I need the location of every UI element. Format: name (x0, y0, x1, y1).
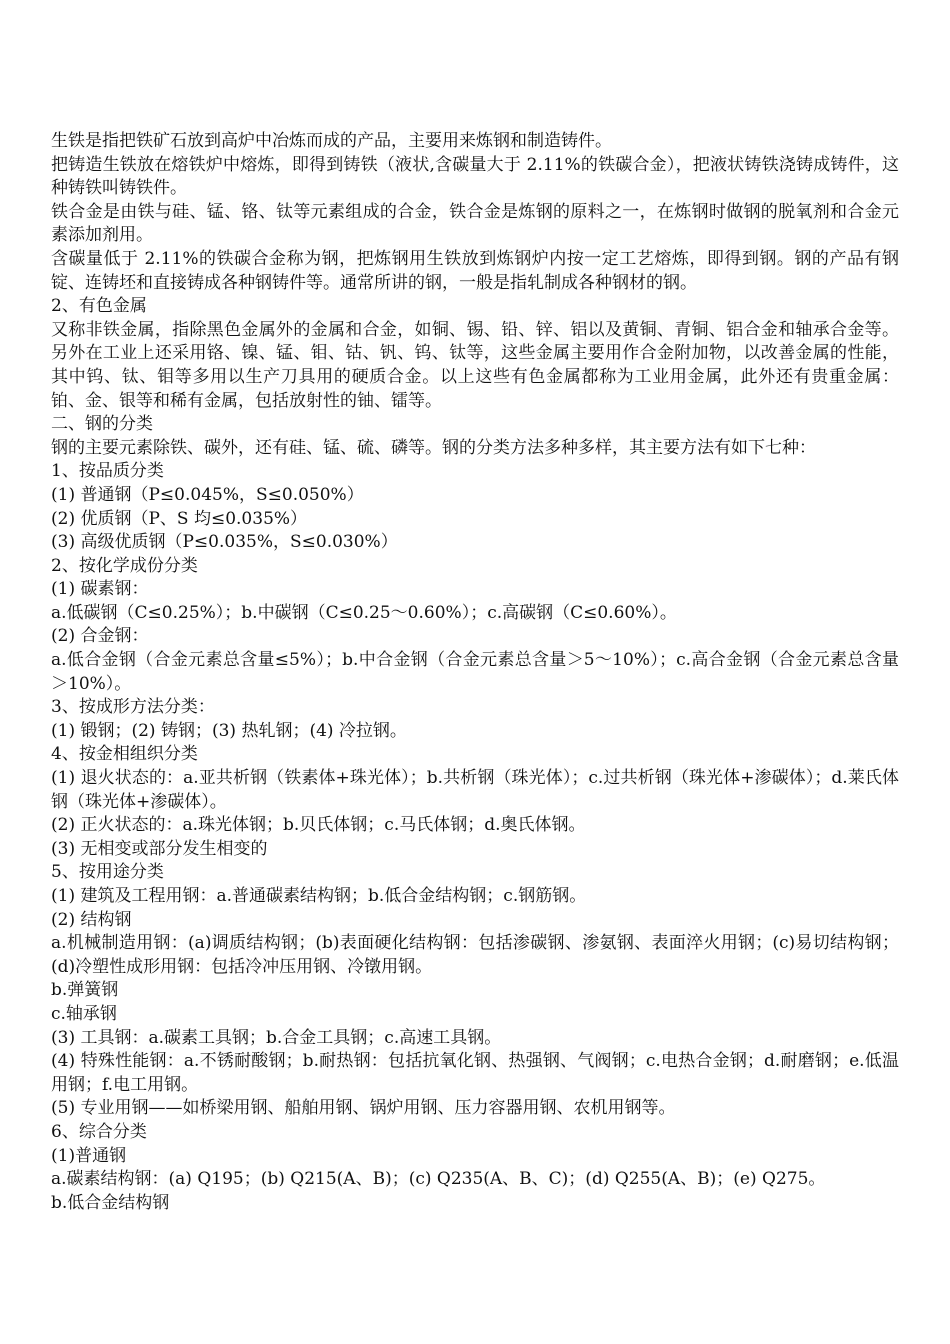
document-body (51, 130, 899, 1215)
list-item-high-quality-steel: (3) 高级优质钢（P≤0.035%，S≤0.030%） (51, 532, 398, 553)
list-item-alloy-steel-types: a.低合金钢（合金元素总含量≤5%）；b.中合金钢（合金元素总含量＞5～10%）；c.高合金钢（合金元素总含量＞10%）。 (51, 650, 899, 694)
list-item-carbon-steel: (1) 碳素钢： (51, 579, 149, 600)
heading-steel-classification: 二、钢的分类 (51, 414, 153, 435)
list-item-annealed-state: (1) 退火状态的：a.亚共析钢（铁素体+珠光体）；b.共析钢（珠光体）；c.过共析钢（珠光体+渗碳体）；d.莱氏体钢（珠光体+渗碳体）。 (51, 768, 899, 812)
paragraph-pig-iron: 生铁是指把铁矿石放到高炉中冶炼而成的产品，主要用来炼钢和制造铸件。 (51, 131, 612, 151)
heading-by-metallographic-structure: 4、按金相组织分类 (51, 744, 198, 765)
list-item-carbon-steel-types: a.低碳钢（C≤0.25%）；b.中碳钢（C≤0.25～0.60%）；c.高碳钢（C≤0.60%）。 (51, 602, 677, 623)
list-item-bearing-steel: c.轴承钢 (51, 1003, 117, 1024)
list-item-special-performance-steel: (4) 特殊性能钢：a.不锈耐酸钢；b.耐热钢：包括抗氧化钢、热强钢、气阀钢；c.电热合金钢；d.耐磨钢；e.低温用钢；f.电工用钢。 (51, 1051, 899, 1095)
paragraph-classification-intro: 钢的主要元素除铁、碳外，还有硅、锰、硫、磷等。钢的分类方法多种多样，其主要方法有如下七种： (51, 437, 816, 458)
paragraph-nonferrous-metals: 又称非铁金属，指除黑色金属外的金属和合金，如铜、锡、铅、锌、铝以及黄铜、青铜、铝合金和轴承合金等。另外在工业上还采用铬、镍、锰、钼、钴、钒、钨、钛等，这些金属主要用作合金附加物，以改善金属的性能，其中钨、钛、钼等多用以生产刀具用的硬质合金。以上这些有色金属都称为工业用金属，此外还有贵重金属：铂、金、银等和稀有金属，包括放射性的铀、镭等。 (51, 319, 899, 411)
list-item-machinery-steel: a.机械制造用钢：(a)调质结构钢；(b)表面硬化结构钢：包括渗碳钢、渗氨钢、表面淬火用钢；(c)易切结构钢；(d)冷塑性成形用钢：包括冷冲压用钢、冷镦用钢。 (51, 933, 899, 977)
list-item-construction-steel: (1) 建筑及工程用钢：a.普通碳素结构钢；b.低合金结构钢；c.钢筋钢。 (51, 886, 587, 906)
list-item-alloy-steel: (2) 合金钢： (51, 626, 149, 647)
paragraph-cast-iron: 把铸造生铁放在熔铁炉中熔炼，即得到铸铁（液状,含碳量大于 2.11%的铁碳合金），把液状铸铁浇铸成铸件，这种铸铁叫铸铁件。 (51, 154, 899, 199)
list-item-structural-steel: (2) 结构钢 (51, 909, 132, 930)
list-item-normalized-state: (2) 正火状态的：a.珠光体钢；b.贝氏体钢；c.马氏体钢；d.奥氏体钢。 (51, 815, 586, 836)
list-item-general-steel: (1)普通钢 (51, 1145, 127, 1166)
heading-nonferrous-metals: 2、有色金属 (51, 296, 147, 317)
list-item-spring-steel: b.弹簧钢 (51, 980, 119, 1001)
list-item-quality-steel: (2) 优质钢（P、S 均≤0.035%） (51, 508, 308, 529)
heading-by-quality: 1、按品质分类 (51, 461, 164, 482)
list-item-carbon-structural-steel: a.碳素结构钢：(a) Q195；(b) Q215(A、B)；(c) Q235(A、B、C)；(d) Q255(A、B)；(e) Q275。 (51, 1169, 826, 1190)
list-item-low-alloy-structural-steel: b.低合金结构钢 (51, 1192, 170, 1213)
list-item-forming-methods: (1) 锻钢；(2) 铸钢；(3) 热轧钢；(4) 冷拉钢。 (51, 720, 407, 741)
heading-by-chemical-composition: 2、按化学成份分类 (51, 555, 198, 576)
list-item-special-purpose-steel: (5) 专业用钢——如桥梁用钢、船舶用钢、锅炉用钢、压力容器用钢、农机用钢等。 (51, 1098, 676, 1119)
list-item-tool-steel: (3) 工具钢：a.碳素工具钢；b.合金工具钢；c.高速工具钢。 (51, 1027, 502, 1048)
list-item-ordinary-steel: (1) 普通钢（P≤0.045%，S≤0.050%） (51, 484, 364, 505)
heading-by-forming-method: 3、按成形方法分类： (51, 697, 215, 718)
list-item-no-phase-change: (3) 无相变或部分发生相变的 (51, 838, 268, 859)
paragraph-steel: 含碳量低于 2.11%的铁碳合金称为钢，把炼钢用生铁放到炼钢炉内按一定工艺熔炼，即得到钢。钢的产品有钢锭、连铸坯和直接铸成各种钢铸件等。通常所讲的钢，一般是指轧制成各种钢材的钢。 (51, 248, 899, 293)
heading-by-use: 5、按用途分类 (51, 862, 164, 883)
heading-comprehensive-classification: 6、综合分类 (51, 1121, 147, 1142)
paragraph-ferroalloy: 铁合金是由铁与硅、锰、铬、钛等元素组成的合金，铁合金是炼钢的原料之一，在炼钢时做钢的脱氧剂和合金元素添加剂用。 (51, 201, 899, 246)
